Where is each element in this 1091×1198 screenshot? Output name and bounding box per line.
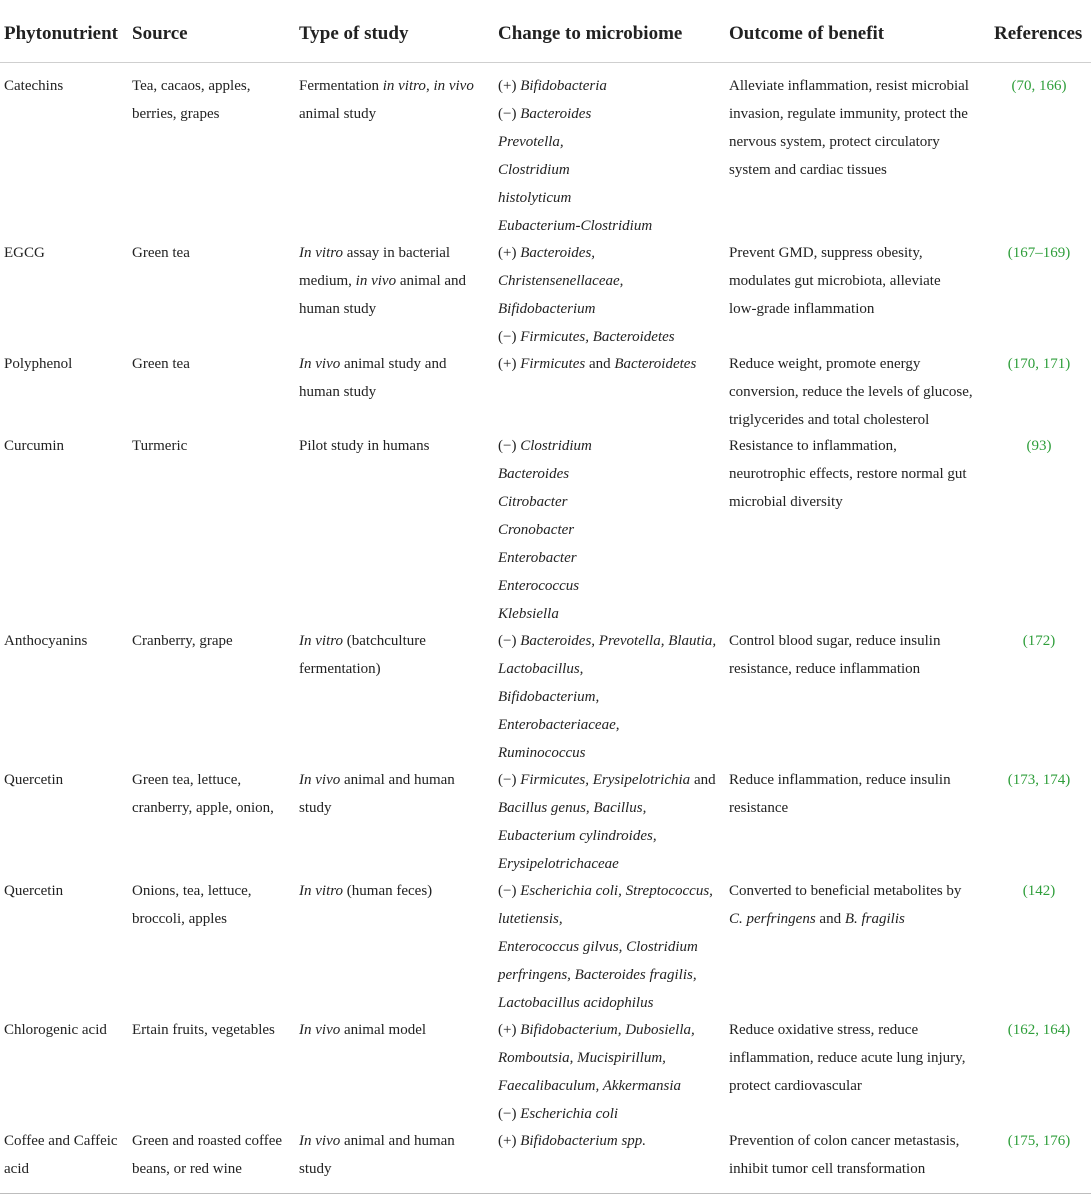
italic-text: Enterobacter [498,550,577,566]
cell-line [299,1127,455,1155]
text: and [585,356,615,372]
cell-type-of-study [299,432,429,460]
table-header [0,0,1091,63]
cell-reference-link[interactable]: (70, 166) [1011,78,1067,94]
cell-type-of-study [299,1127,455,1183]
italic-text: Bacteroides, Prevotella, Blautia, [520,633,717,649]
cell-change-to-microbiome [498,350,696,378]
cell-outcome-of-benefit [729,72,969,184]
cell-source [132,627,233,655]
cell-line [498,822,716,850]
cell-line [498,128,652,156]
italic-text: Escherichia coli, Streptococcus, [520,883,713,899]
cell-line: resistance [729,800,789,816]
cell-change-to-microbiome [498,1016,695,1128]
text: (+) [498,1133,521,1149]
cell-type-of-study [299,766,455,822]
italic-text: Citrobacter [498,494,568,510]
italic-text: Bacteroides [498,466,570,482]
text: assay in bacterial [343,245,451,261]
text: fermentation) [299,661,381,677]
cell-outcome-of-benefit [729,877,961,933]
cell-line: Quercetin [4,772,64,788]
italic-text: Romboutsia, Mucispirillum, [498,1050,666,1066]
cell-reference-link[interactable]: (175, 176) [1007,1133,1071,1149]
cell-line [498,933,713,961]
italic-text: Bifidobacterium, [498,689,600,705]
cell-phytonutrient [4,1127,118,1183]
cell-line [498,295,675,323]
text: (−) [498,633,521,649]
cell-line [299,1016,426,1044]
text: human study [299,301,377,317]
cell-source [132,239,190,267]
cell-line: berries, grapes [132,106,220,122]
cell-change-to-microbiome [498,627,716,767]
cell-line [498,1100,695,1128]
text: animal model [340,1022,427,1038]
italic-text: B. fragilis [844,911,905,927]
cell-change-to-microbiome [498,1127,646,1155]
text: human study [299,384,377,400]
italic-text: Prevotella, [498,134,564,150]
italic-text: Bifidobacterium, Dubosiella, [520,1022,695,1038]
cell-line [498,350,696,378]
text: animal study and [340,356,447,372]
cell-line: Prevention of colon cancer metastasis, [729,1133,960,1149]
cell-line [498,1127,646,1155]
italic-text: In vivo [299,1022,341,1038]
text: (−) [498,1106,521,1122]
cell-outcome-of-benefit [729,239,941,323]
header-phytonutrient: Phytonutrient [4,23,118,44]
text: (−) [498,438,521,454]
text: (+) [498,356,521,372]
cell-line [498,323,675,351]
italic-text: Firmicutes, Bacteroidetes [520,329,675,345]
text: Fermentation [299,78,383,94]
cell-line: Green tea [132,356,190,372]
cell-line: Turmeric [132,438,188,454]
cell-type-of-study [299,72,474,128]
cell-outcome-of-benefit [729,766,951,822]
text: (+) [498,245,521,261]
text: (−) [498,772,521,788]
italic-text: in vivo [355,273,397,289]
header-references: References [994,23,1083,44]
italic-text: Eubacterium-Clostridium [498,218,653,234]
cell-line: microbial diversity [729,494,843,510]
cell-line [498,488,592,516]
italic-text: lutetiensis, [498,911,563,927]
italic-text: Clostridium [520,438,592,454]
cell-line [498,905,713,933]
cell-line: beans, or red wine [132,1161,242,1177]
text: and [815,911,845,927]
cell-line: Catechins [4,78,64,94]
cell-line [299,627,426,655]
text: (−) [498,106,521,122]
cell-line [299,766,455,794]
cell-line: system and cardiac tissues [729,162,887,178]
cell-line [498,432,592,460]
italic-text: Faecalibaculum, Akkermansia [498,1078,682,1094]
cell-line: invasion, regulate immunity, protect the [729,106,968,122]
italic-text: In vitro [299,245,344,261]
cell-line: protect cardiovascular [729,1078,862,1094]
cell-type-of-study [299,350,446,406]
text: (+) [498,1022,521,1038]
cell-phytonutrient [4,877,63,905]
cell-line: neurotrophic effects, restore normal gut [729,466,967,482]
text: animal and human [340,772,455,788]
cell-line: conversion, reduce the levels of glucose, [729,384,973,400]
cell-line [299,378,446,406]
cell-line: Alleviate inflammation, resist microbial [729,78,969,94]
cell-line: acid [4,1161,29,1177]
cell-line [299,72,474,100]
cell-line [498,961,713,989]
cell-line: Ertain fruits, vegetables [132,1022,275,1038]
italic-text: Firmicutes [520,356,586,372]
cell-source [132,72,250,128]
cell-line: Polyphenol [4,356,73,372]
italic-text: Christensenellaceae, [498,273,624,289]
header-type-of-study: Type of study [299,23,409,44]
italic-text: In vivo [299,1133,341,1149]
cell-line [498,683,716,711]
cell-line [299,794,455,822]
cell-outcome-of-benefit [729,1127,959,1183]
cell-outcome-of-benefit [729,432,967,516]
text: (−) [498,883,521,899]
cell-reference-link[interactable]: (173, 174) [1007,772,1071,788]
cell-line [498,794,716,822]
cell-source [132,877,252,933]
cell-line: resistance, reduce inflammation [729,661,921,677]
cell-line [498,212,652,240]
italic-text: Cronobacter [498,522,575,538]
italic-text: Enterobacteriaceae, [498,717,620,733]
header-source: Source [132,23,188,44]
italic-text: Lactobacillus, [498,661,584,677]
cell-reference-link[interactable]: (170, 171) [1007,356,1071,372]
cell-phytonutrient [4,432,64,460]
cell-line [299,100,474,128]
cell-outcome-of-benefit [729,350,973,434]
italic-text: Lactobacillus acidophilus [498,995,654,1011]
cell-line [498,877,713,905]
text: and [690,772,716,788]
cell-type-of-study [299,627,426,683]
text: animal and human [340,1133,455,1149]
cell-phytonutrient [4,239,45,267]
cell-source [132,350,190,378]
header-change-to-microbiome: Change to microbiome [498,23,683,44]
italic-text: Bacteroidetes [614,356,697,372]
italic-text: in vitro [382,78,426,94]
cell-line [498,627,716,655]
cell-reference-link[interactable]: (93) [1026,438,1052,454]
cell-line: inhibit tumor cell transformation [729,1161,926,1177]
cell-line [498,184,652,212]
cell-line: Onions, tea, lettuce, [132,883,252,899]
cell-change-to-microbiome [498,239,675,351]
cell-line [498,711,716,739]
cell-phytonutrient [4,350,72,378]
cell-type-of-study [299,239,466,323]
text: (+) [498,78,521,94]
cell-type-of-study [299,877,432,905]
cell-line [498,739,716,767]
cell-line [498,655,716,683]
cell-line: low-grade inflammation [729,301,875,317]
italic-text: Bacteroides, [520,245,596,261]
italic-text: Escherichia coli [520,1106,619,1122]
text: (batchculture [343,633,426,649]
italic-text: Eubacterium cylindroides, [498,828,657,844]
cell-type-of-study [299,1016,426,1044]
cell-line: triglycerides and total cholesterol [729,412,930,428]
cell-source [132,432,187,460]
cell-line: Resistance to inflammation, [729,438,897,454]
italic-text: In vivo [299,772,341,788]
cell-line [498,72,652,100]
cell-line [498,1044,695,1072]
italic-text: Firmicutes, Erysipelotrichia [520,772,691,788]
cell-line: Curcumin [4,438,64,454]
cell-line [299,655,426,683]
header-outcome-of-benefit: Outcome of benefit [729,23,885,44]
cell-line: Green and roasted coffee [132,1133,283,1149]
italic-text: Bacillus genus, Bacillus, [498,800,647,816]
italic-text: perfringens, Bacteroides fragilis, [498,967,697,983]
cell-line: inflammation, reduce acute lung injury, [729,1050,966,1066]
cell-line [299,350,446,378]
cell-phytonutrient [4,72,63,100]
italic-text: C. perfringens [729,911,816,927]
cell-line: Tea, cacaos, apples, [132,78,251,94]
italic-text: Erysipelotrichaceae [498,856,619,872]
italic-text: In vivo [299,356,341,372]
cell-line [729,905,961,933]
cell-line [299,877,432,905]
cell-change-to-microbiome [498,72,652,240]
cell-line [498,516,592,544]
cell-phytonutrient [4,766,63,794]
cell-source [132,1127,282,1183]
cell-line [299,267,466,295]
cell-line: Reduce weight, promote energy [729,356,921,372]
text: Converted to beneficial metabolites by [729,883,962,899]
table-bottom-rule [0,1193,1091,1194]
cell-line: Green tea, lettuce, [132,772,242,788]
cell-source [132,1016,275,1044]
cell-line [498,267,675,295]
cell-line [498,100,652,128]
text: animal and [396,273,467,289]
italic-text: histolyticum [498,190,572,206]
cell-line [498,544,592,572]
text: medium, [299,273,356,289]
cell-line [299,295,466,323]
cell-line: Control blood sugar, reduce insulin [729,633,941,649]
cell-line: broccoli, apples [132,911,227,927]
cell-reference-link[interactable]: (172) [1022,633,1056,649]
italic-text: in vivo [433,78,474,94]
italic-text: Bacteroides [520,106,592,122]
cell-line: Prevent GMD, suppress obesity, [729,245,923,261]
cell-line [498,460,592,488]
cell-change-to-microbiome [498,877,713,1017]
italic-text: Enterococcus [498,578,580,594]
italic-text: In vitro [299,633,344,649]
italic-text: In vitro [299,883,344,899]
cell-line: Chlorogenic acid [4,1022,107,1038]
text: (human feces) [343,883,433,899]
cell-line [498,600,592,628]
cell-line [498,156,652,184]
cell-line [299,432,429,460]
text: Pilot study in humans [299,438,430,454]
cell-line: Reduce oxidative stress, reduce [729,1022,919,1038]
text: study [299,1161,332,1177]
cell-line [299,239,466,267]
cell-line [729,877,961,905]
cell-line [498,1072,695,1100]
cell-line: modulates gut microbiota, alleviate [729,273,941,289]
cell-line: Green tea [132,245,190,261]
cell-line: cranberry, apple, onion, [132,800,274,816]
text: study [299,800,332,816]
cell-source [132,766,274,822]
cell-line: Coffee and Caffeic [4,1133,118,1149]
text: , [425,78,434,94]
cell-phytonutrient [4,1016,107,1044]
text: (−) [498,329,521,345]
cell-line [498,572,592,600]
cell-line [498,766,716,794]
italic-text: Klebsiella [498,606,559,622]
cell-line: nervous system, protect circulatory [729,134,940,150]
cell-outcome-of-benefit [729,627,940,683]
text: animal study [299,106,377,122]
italic-text: Clostridium [498,162,570,178]
cell-line: Cranberry, grape [132,633,233,649]
cell-line [498,239,675,267]
italic-text: Enterococcus gilvus, Clostridium [498,939,698,955]
cell-reference-link[interactable]: (162, 164) [1007,1022,1071,1038]
cell-change-to-microbiome [498,766,716,878]
cell-line: Reduce inflammation, reduce insulin [729,772,951,788]
cell-line [498,1016,695,1044]
italic-text: Bifidobacteria [520,78,607,94]
cell-line: Quercetin [4,883,64,899]
cell-phytonutrient [4,627,87,655]
cell-line [498,989,713,1017]
italic-text: Bifidobacterium spp. [520,1133,647,1149]
cell-reference-link[interactable]: (142) [1022,883,1056,899]
cell-line [498,850,716,878]
cell-outcome-of-benefit [729,1016,965,1100]
cell-line [299,1155,455,1183]
cell-reference-link[interactable]: (167–169) [1007,245,1071,261]
italic-text: Bifidobacterium [498,301,596,317]
cell-line: EGCG [4,245,45,261]
cell-line: Anthocyanins [4,633,88,649]
italic-text: Ruminococcus [498,745,586,761]
cell-change-to-microbiome [498,432,592,628]
